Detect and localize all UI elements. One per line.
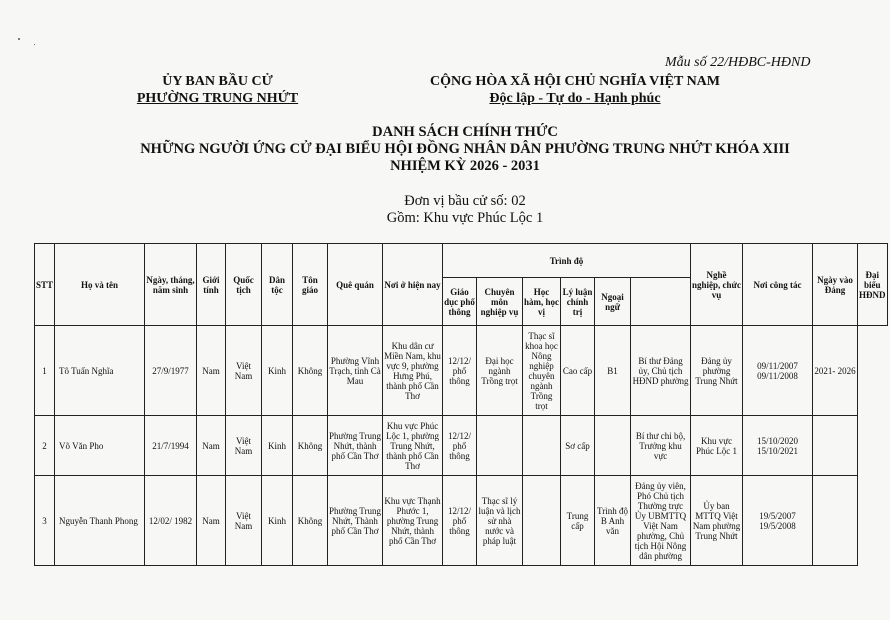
cell-name: Tô Tuấn Nghĩa bbox=[55, 326, 145, 416]
scan-speck bbox=[18, 38, 20, 40]
issuing-authority bbox=[120, 73, 315, 107]
cell-gender: Nam bbox=[197, 416, 226, 476]
title-line-1: DANH SÁCH CHÍNH THỨC bbox=[372, 124, 558, 140]
header-residence: Nơi ở hiện nay bbox=[383, 244, 443, 326]
cell-religion: Không bbox=[293, 326, 328, 416]
authority-line-2: PHƯỜNG TRUNG NHỨT bbox=[136, 91, 299, 106]
cell-dob: 12/02/ 1982 bbox=[145, 476, 197, 566]
cell-hometown: Phường Vĩnh Trạch, tỉnh Cà Mau bbox=[328, 326, 383, 416]
header-name: Họ và tên bbox=[55, 244, 145, 326]
cell-degree bbox=[523, 416, 561, 476]
cell-dob: 21/7/1994 bbox=[145, 416, 197, 476]
cell-language: B1 bbox=[595, 326, 631, 416]
cell-gender: Nam bbox=[197, 326, 226, 416]
header-specialty: Chuyên môn nghiệp vụ bbox=[477, 278, 523, 326]
cell-general-edu: 12/12/ phổ thông bbox=[443, 416, 477, 476]
header-workplace: Nơi công tác bbox=[743, 244, 813, 326]
cell-workplace: Ủy ban MTTQ Việt Nam phường Trung Nhứt bbox=[691, 476, 743, 566]
cell-stt: 1 bbox=[35, 326, 55, 416]
table-row bbox=[35, 476, 888, 566]
title-line-2: NHỮNG NGƯỜI ỨNG CỬ ĐẠI BIỂU HỘI ĐỒNG NHÂN DÂN PHƯỜNG TRUNG NHỨT KHÓA XIII bbox=[140, 141, 790, 157]
header-religion: Tôn giáo bbox=[293, 244, 328, 326]
header-degree: Học hàm, học vị bbox=[523, 278, 561, 326]
cell-ethnicity: Kinh bbox=[262, 416, 293, 476]
cell-delegate: 2021- 2026 bbox=[813, 326, 858, 416]
cell-name: Nguyễn Thanh Phong bbox=[55, 476, 145, 566]
unit-area: Gồm: Khu vực Phúc Lộc 1 bbox=[386, 210, 544, 226]
cell-party-date: 09/11/2007 09/11/2008 bbox=[743, 326, 813, 416]
cell-political: Cao cấp bbox=[561, 326, 595, 416]
cell-nationality: Việt Nam bbox=[226, 326, 262, 416]
cell-nationality: Việt Nam bbox=[226, 416, 262, 476]
cell-general-edu: 12/12/ phổ thông bbox=[443, 326, 477, 416]
cell-nationality: Việt Nam bbox=[226, 476, 262, 566]
form-number: Mẫu số 22/HĐBC-HĐND bbox=[665, 55, 811, 70]
cell-political: Trung cấp bbox=[561, 476, 595, 566]
cell-job: Đảng ủy viên, Phó Chủ tịch Thường trực Ủy UBMTTQ Việt Nam phường, Chủ tịch Hội Nông dân phường bbox=[631, 476, 691, 566]
cell-job: Bí thư chi bộ, Trưởng khu vực bbox=[631, 416, 691, 476]
cell-language bbox=[595, 416, 631, 476]
cell-residence: Khu vực Phúc Lộc 1, phường Trung Nhứt, thành phố Cần Thơ bbox=[383, 416, 443, 476]
header-delegate: Đại biểu HĐND bbox=[858, 244, 888, 326]
header-general-edu: Giáo dục phổ thông bbox=[443, 278, 477, 326]
table-row bbox=[35, 416, 888, 476]
cell-workplace: Đảng ủy phường Trung Nhứt bbox=[691, 326, 743, 416]
cell-degree bbox=[523, 476, 561, 566]
header-ethnicity: Dân tộc bbox=[262, 244, 293, 326]
cell-name: Võ Văn Pho bbox=[55, 416, 145, 476]
cell-language: Trình độ B Anh văn bbox=[595, 476, 631, 566]
cell-degree: Thạc sĩ khoa học Nông nghiệp chuyên ngành Trồng trọt bbox=[523, 326, 561, 416]
cell-ethnicity: Kinh bbox=[262, 326, 293, 416]
cell-party-date: 15/10/2020 15/10/2021 bbox=[743, 416, 813, 476]
header-gender: Giới tính bbox=[197, 244, 226, 326]
motto: Độc lập - Tự do - Hạnh phúc bbox=[489, 91, 661, 106]
cell-religion: Không bbox=[293, 476, 328, 566]
cell-religion: Không bbox=[293, 416, 328, 476]
header-party-date: Ngày vào Đảng bbox=[813, 244, 858, 326]
header-stt: STT bbox=[35, 244, 55, 326]
header-hometown: Quê quán bbox=[328, 244, 383, 326]
header-job: Nghề nghiệp, chức vụ bbox=[691, 244, 743, 326]
cell-job: Bí thư Đảng ủy, Chủ tịch HĐND phường bbox=[631, 326, 691, 416]
cell-delegate bbox=[813, 416, 858, 476]
cell-workplace: Khu vực Phúc Lộc 1 bbox=[691, 416, 743, 476]
cell-delegate bbox=[813, 476, 858, 566]
cell-specialty: Đại học ngành Trồng trọt bbox=[477, 326, 523, 416]
cell-residence: Khu dân cư Miền Nam, khu vực 9, phường Hưng Phú, thành phố Cần Thơ bbox=[383, 326, 443, 416]
country-name: CỘNG HÒA XÃ HỘI CHỦ NGHĨA VIỆT NAM bbox=[429, 74, 720, 89]
scan-speck bbox=[34, 44, 35, 45]
cell-party-date: 19/5/2007 19/5/2008 bbox=[743, 476, 813, 566]
header-nationality: Quốc tịch bbox=[226, 244, 262, 326]
national-motto bbox=[385, 73, 765, 107]
document-title bbox=[95, 124, 835, 175]
cell-gender: Nam bbox=[197, 476, 226, 566]
header-political: Lý luận chính trị bbox=[561, 278, 595, 326]
cell-ethnicity: Kinh bbox=[262, 476, 293, 566]
header-language: Ngoại ngữ bbox=[595, 278, 631, 326]
header-education: Trình độ bbox=[443, 244, 691, 278]
cell-specialty: Thạc sĩ lý luận và lịch sử nhà nước và pháp luật bbox=[477, 476, 523, 566]
cell-specialty bbox=[477, 416, 523, 476]
table-row bbox=[35, 326, 888, 416]
electoral-unit bbox=[250, 193, 680, 227]
cell-general-edu: 12/12/ phổ thông bbox=[443, 476, 477, 566]
cell-dob: 27/9/1977 bbox=[145, 326, 197, 416]
title-line-3: NHIỆM KỲ 2026 - 2031 bbox=[390, 158, 540, 174]
cell-residence: Khu vực Thạnh Phước 1, phường Trung Nhứt, thành phố Cần Thơ bbox=[383, 476, 443, 566]
cell-stt: 2 bbox=[35, 416, 55, 476]
authority-line-1: ỦY BAN BẦU CỬ bbox=[162, 74, 273, 89]
cell-political: Sơ cấp bbox=[561, 416, 595, 476]
unit-number: Đơn vị bầu cử số: 02 bbox=[404, 193, 526, 209]
cell-stt: 3 bbox=[35, 476, 55, 566]
cell-hometown: Phường Trung Nhứt, Thành phố Cần Thơ bbox=[328, 476, 383, 566]
cell-hometown: Phường Trung Nhứt, thành phố Cần Thơ bbox=[328, 416, 383, 476]
candidate-table bbox=[34, 243, 888, 566]
header-dob: Ngày, tháng, năm sinh bbox=[145, 244, 197, 326]
